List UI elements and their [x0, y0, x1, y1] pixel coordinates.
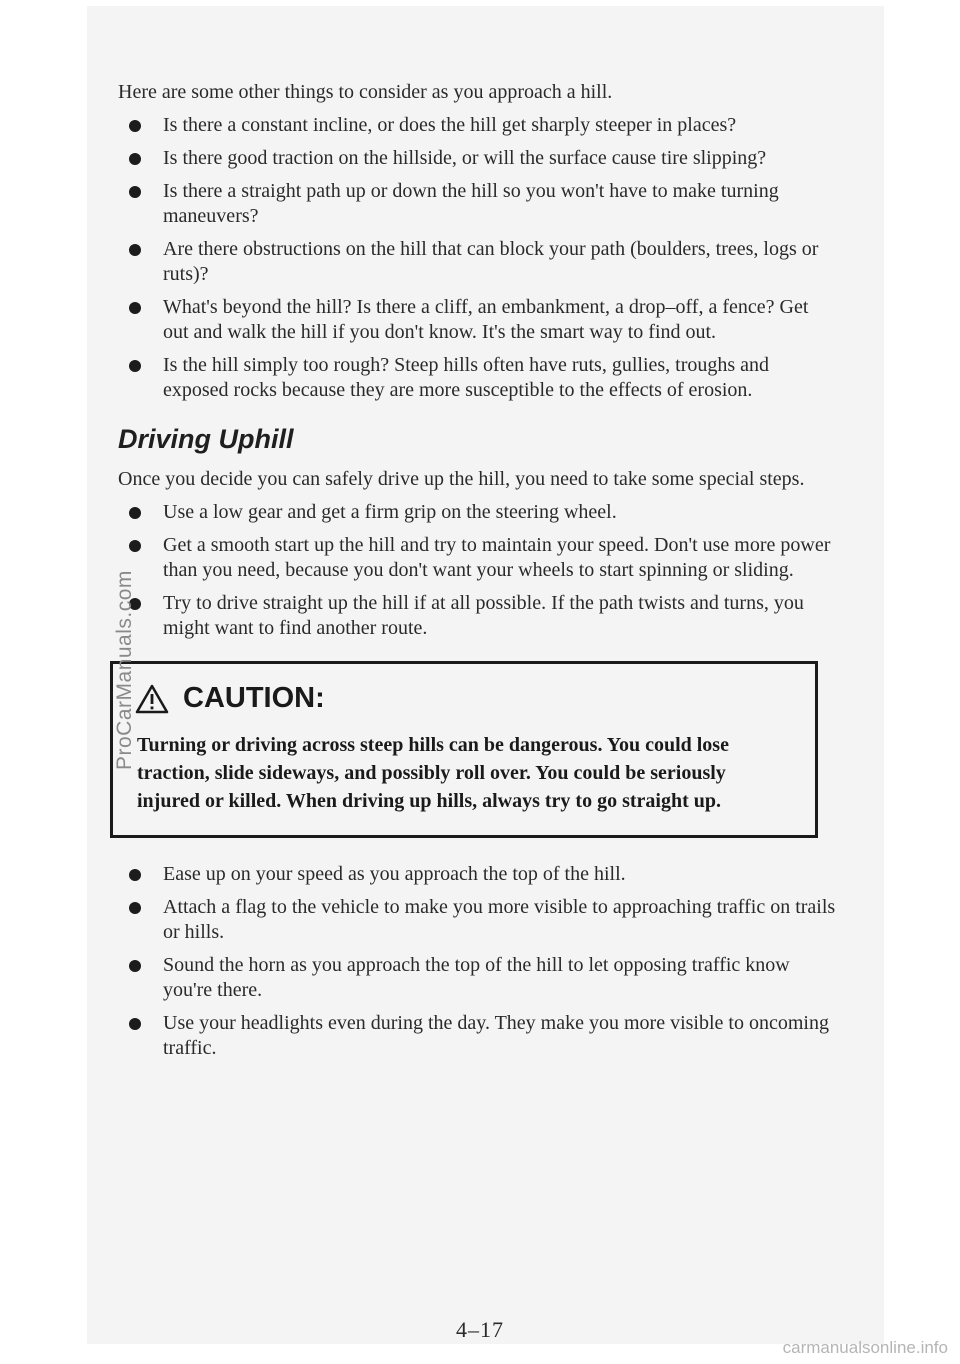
bullet-icon [129, 153, 141, 165]
list-item: Is there good traction on the hillside, or will the surface cause tire slipping? [118, 146, 838, 171]
footer-watermark: carmanualsonline.info [782, 1338, 948, 1357]
bullet-icon [129, 302, 141, 314]
list-item: Sound the horn as you approach the top of the hill to let opposing traffic know you're there. [118, 953, 838, 1003]
list-item: Is there a constant incline, or does the hill get sharply steeper in places? [118, 113, 838, 138]
bullet-icon [129, 507, 141, 519]
uphill-steps-list [118, 500, 838, 641]
more-steps-list [118, 862, 838, 1061]
caution-header [135, 682, 815, 715]
list-item: Try to drive straight up the hill if at all possible. If the path twists and turns, you might want to find another route. [118, 591, 838, 641]
page-number: 4–17 [456, 1317, 504, 1342]
list-item: Attach a flag to the vehicle to make you more visible to approaching traffic on trails or hills. [118, 895, 838, 945]
caution-text: Turning or driving across steep hills can be dangerous. You could lose traction, slide sideways, and possibly roll over. You could be seriously injured or killed. When driving up hills, always try to go straight up. [137, 734, 729, 812]
sidebar-watermark: ProCarManuals.com [113, 570, 136, 770]
page-content [118, 80, 838, 1069]
bullet-icon [129, 869, 141, 881]
bullet-icon [129, 186, 141, 198]
bullet-icon [129, 244, 141, 256]
list-item: Is the hill simply too rough? Steep hills often have ruts, gullies, troughs and exposed rocks because they are more susceptible to the effects of erosion. [118, 353, 838, 403]
caution-label: CAUTION: [183, 682, 325, 714]
list-item: Is there a straight path up or down the hill so you won't have to make turning maneuvers? [118, 179, 838, 229]
list-item: Get a smooth start up the hill and try to maintain your speed. Don't use more power than you need, because you don't want your wheels to start spinning or sliding. [118, 533, 838, 583]
list-item: Use a low gear and get a firm grip on the steering wheel. [118, 500, 838, 525]
section-heading: Driving Uphill [118, 424, 294, 454]
bullet-icon [129, 360, 141, 372]
bullet-icon [129, 540, 141, 552]
bullet-icon [129, 960, 141, 972]
section-intro: Once you decide you can safely drive up the hill, you need to take some special steps. [118, 468, 805, 490]
caution-box [110, 661, 818, 838]
hill-considerations-list [118, 113, 838, 403]
list-item: Are there obstructions on the hill that can block your path (boulders, trees, logs or ruts)? [118, 237, 838, 287]
list-item: Ease up on your speed as you approach the top of the hill. [118, 862, 838, 887]
list-item: Use your headlights even during the day. They make you more visible to oncoming traffic. [118, 1011, 838, 1061]
bullet-icon [129, 120, 141, 132]
bullet-icon [129, 902, 141, 914]
list-item: What's beyond the hill? Is there a cliff, an embankment, a drop–off, a fence? Get out and walk the hill if you don't know. It's the smart way to find out. [118, 295, 838, 345]
warning-triangle-icon [135, 684, 169, 714]
intro-text: Here are some other things to consider as you approach a hill. [118, 81, 613, 103]
bullet-icon [129, 1018, 141, 1030]
